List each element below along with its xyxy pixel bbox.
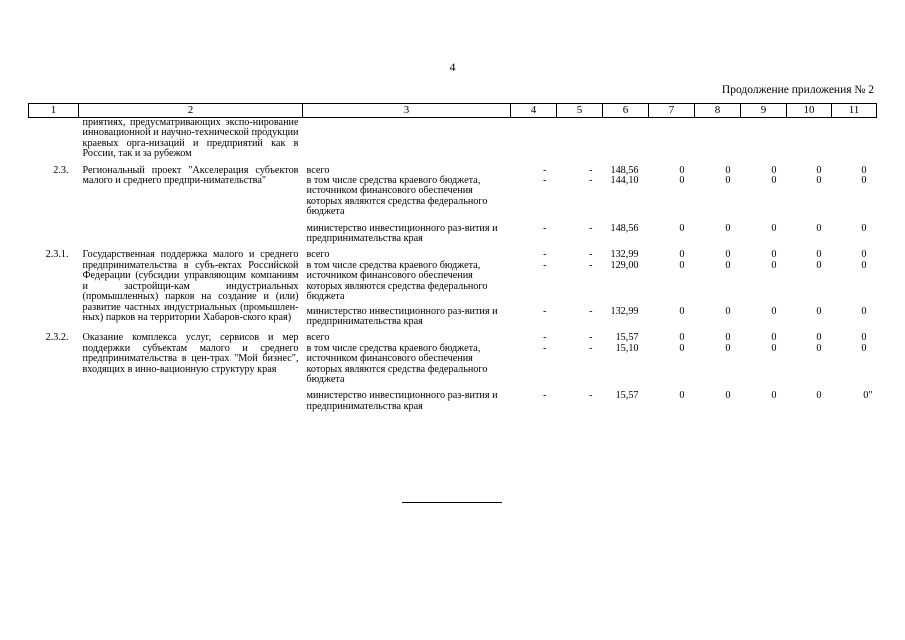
cell: 0 (725, 390, 731, 402)
cell: 0 (725, 332, 731, 344)
cell: 0 (725, 175, 731, 187)
cell: 0 (816, 249, 822, 261)
cell: 0 (771, 342, 777, 354)
cell: 0 (771, 249, 777, 261)
cell: - (543, 390, 547, 402)
cell: - (589, 222, 593, 234)
cell: - (589, 175, 593, 187)
cell: 0 (771, 305, 777, 317)
col-header: 4 (511, 104, 557, 118)
col-header: 1 (29, 104, 79, 118)
continuation-row (29, 118, 877, 160)
source-cell: в том числе средства краевого бюджета, источником финансового обеспечения которых являются средства федерального бюджета (306, 175, 488, 218)
end-separator-line (402, 502, 502, 503)
cell: 0 (771, 259, 777, 271)
budget-table (28, 103, 877, 412)
source-cell: в том числе средства краевого бюджета, источником финансового обеспечения которых являются средства федерального бюджета (306, 342, 488, 385)
cell: - (589, 249, 593, 261)
cell: 0 (725, 342, 731, 354)
cell: 0 (679, 175, 685, 187)
source-cell: министерство инвестиционного раз-вития и предпринимательства края (306, 222, 498, 245)
cell: 0 (679, 249, 685, 261)
cell: 0 (679, 390, 685, 402)
source-cell: министерство инвестиционного раз-вития и предпринимательства края (306, 305, 498, 327)
cell: 129,00 (610, 259, 639, 271)
col-header: 10 (787, 104, 832, 118)
cell: 0 (861, 222, 867, 234)
continuation-label: Продолжение приложения № 2 (721, 84, 874, 96)
cell: 144,10 (610, 175, 639, 187)
cell: - (589, 305, 593, 317)
cell: 132,99 (610, 305, 639, 317)
col-header: 5 (557, 104, 603, 118)
cell: 0 (679, 332, 685, 344)
source-cell: всего (306, 332, 330, 344)
col-header: 6 (603, 104, 649, 118)
cell: - (543, 164, 547, 176)
cell: 0 (861, 342, 867, 354)
source-cell: всего (306, 164, 330, 176)
cell: 132,99 (610, 249, 639, 261)
continuation-text: приятиях, предусматривающих экспо-нирование инновационной и научно-технической продукции краевых орга-низаций и предприятий как в России, так и за рубежом (82, 117, 299, 160)
page-number: 4 (449, 60, 456, 74)
cell: 0 (771, 164, 777, 176)
cell: - (589, 390, 593, 402)
cell: 0 (679, 305, 685, 317)
cell: - (589, 259, 593, 271)
item-code: 2.3.1. (45, 249, 69, 261)
cell: 0 (861, 259, 867, 271)
cell: 0 (861, 164, 867, 176)
col-header: 3 (303, 104, 511, 118)
cell: 0 (861, 305, 867, 317)
cell: 0 (861, 175, 867, 187)
cell: 0 (725, 222, 731, 234)
cell: 0 (816, 390, 822, 402)
cell: 0 (816, 175, 822, 187)
cell: 0 (771, 390, 777, 402)
cell: 0 (679, 342, 685, 354)
cell: 0 (816, 259, 822, 271)
cell: - (543, 175, 547, 187)
cell: 0 (679, 222, 685, 234)
cell: 0 (679, 259, 685, 271)
col-header: 11 (832, 104, 877, 118)
cell: 15,57 (615, 332, 639, 344)
cell: 0 (816, 164, 822, 176)
cell: 0 (725, 164, 731, 176)
cell: 148,56 (610, 222, 639, 234)
cell: 0 (771, 222, 777, 234)
col-header: 2 (79, 104, 303, 118)
cell: 0" (863, 390, 873, 402)
cell: - (543, 259, 547, 271)
source-cell: министерство инвестиционного раз-вития и предпринимательства края (306, 390, 498, 412)
col-header: 8 (695, 104, 741, 118)
cell: 0 (816, 305, 822, 317)
item-name: Государственная поддержка малого и среднего предпринимательства в субъ-ектах Российской Федерации (субсидии управляющим компаниям и застройщи-кам индустриальных (промышленных) парков на создание и (или) развитие частных индустриальных (промышлен-ных) парков на территории Хабаров-ского края) (82, 249, 299, 323)
cell: 0 (861, 332, 867, 344)
item-code: 2.3.2. (45, 332, 69, 344)
item-name: Оказание комплекса услуг, сервисов и мер поддержки субъектам малого и среднего предпринимательства в цен-трах "Мой бизнес", входящих в инно-вационную структуру края (82, 332, 299, 375)
source-cell: всего (306, 249, 330, 261)
cell: - (543, 249, 547, 261)
source-cell: в том числе средства краевого бюджета, источником финансового обеспечения которых являются средства федерального бюджета (306, 259, 488, 303)
cell: 0 (771, 175, 777, 187)
cell: 0 (725, 259, 731, 271)
item-name: Региональный проект "Акселерация субъектов малого и среднего предпри-нимательства" (82, 164, 299, 187)
cell: 15,10 (615, 342, 639, 354)
cell: 0 (816, 332, 822, 344)
cell: 0 (771, 332, 777, 344)
col-header: 9 (741, 104, 787, 118)
cell: 0 (725, 249, 731, 261)
cell: - (543, 305, 547, 317)
cell: - (589, 342, 593, 354)
cell: - (589, 164, 593, 176)
header-row (29, 104, 877, 118)
item-code: 2.3. (53, 164, 69, 176)
cell: 0 (725, 305, 731, 317)
cell: 0 (861, 249, 867, 261)
cell: 15,57 (615, 390, 639, 402)
cell: 0 (816, 342, 822, 354)
cell: 0 (816, 222, 822, 234)
cell: - (589, 332, 593, 344)
cell: 148,56 (610, 164, 639, 176)
cell: 0 (679, 164, 685, 176)
cell: - (543, 342, 547, 354)
col-header: 7 (649, 104, 695, 118)
cell: - (543, 332, 547, 344)
cell: - (543, 222, 547, 234)
